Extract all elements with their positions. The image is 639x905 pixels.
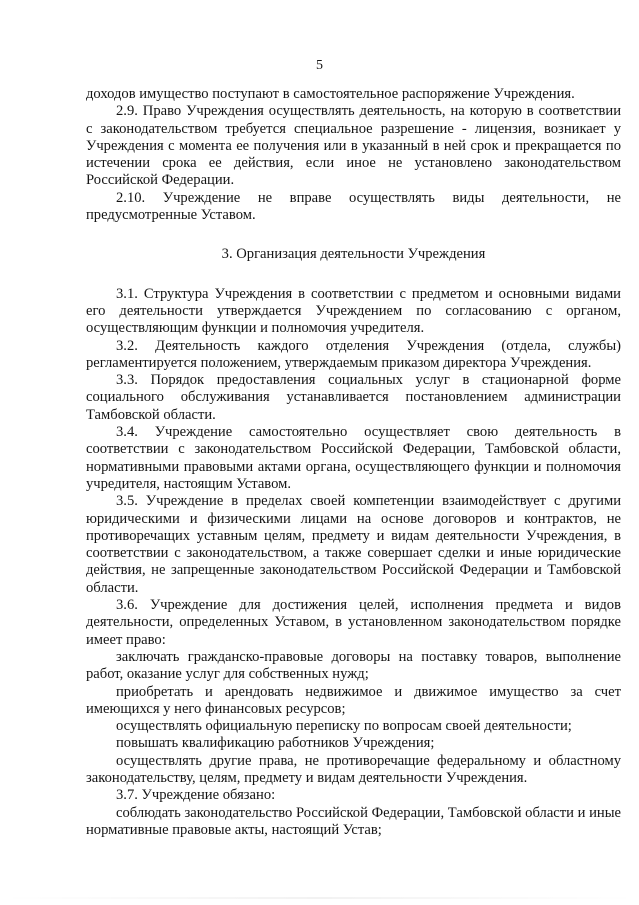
- list-item-comply-law: соблюдать законодательство Российской Федерации, Тамбовской области и иные нормативные правовые акты, настоящий Устав;: [86, 804, 621, 838]
- list-item-qualification: повышать квалификацию работников Учреждения;: [116, 735, 435, 752]
- paragraph-3-5: 3.5. Учреждение в пределах своей компетенции взаимодействует с другими юридическими и физическими лицами на основе договоров и контрактов, не противоречащих уставным целям, предмету и видам деятельности Учреждения, в соответствии с законодательством, а также совершает сделки и иные юридические действия, не запрещенные законодательством Российской Федерации и Тамбовской области.: [86, 493, 621, 596]
- paragraph-3-7: 3.7. Учреждение обязано:: [116, 787, 276, 804]
- section-heading: 3. Организация деятельности Учреждения: [221, 246, 486, 263]
- scan-edge-shadow: [0, 897, 639, 899]
- list-item-correspondence: осуществлять официальную переписку по вопросам своей деятельности;: [116, 718, 572, 735]
- paragraph-3-1: 3.1. Структура Учреждения в соответствии с предметом и основными видами его деятельности утверждается Учреждением по согласованию с органом, осуществляющим функции и полномочия учредителя.: [86, 285, 621, 337]
- paragraph-3-3: 3.3. Порядок предоставления социальных услуг в стационарной форме социального обслуживания устанавливается постановлением администрации Тамбовской области.: [86, 372, 621, 423]
- list-item-other-rights: осуществлять другие права, не противоречащие федеральному и областному законодательству, целям, предмету и видам деятельности Учреждения.: [86, 752, 621, 786]
- paragraph-3-2: 3.2. Деятельность каждого отделения Учреждения (отдела, службы) регламентируется положением, утверждаемым приказом директора Учреждения.: [86, 337, 621, 371]
- paragraph-3-4: 3.4. Учреждение самостоятельно осуществляет свою деятельность в соответствии с законодательством Российской Федерации, Тамбовской области, нормативными правовыми актами органа, осуществляющего функции и полномочия учредителя, настоящим Уставом.: [86, 424, 621, 492]
- list-item-property: приобретать и арендовать недвижимое и движимое имущество за счет имеющихся у него финансовых ресурсов;: [86, 683, 621, 717]
- page-number: 5: [316, 58, 323, 73]
- document-body: [86, 86, 621, 839]
- list-item-contracts: заключать гражданско-правовые договоры на поставку товаров, выполнение работ, оказание услуг для собственных нужд;: [86, 648, 621, 683]
- paragraph-3-6: 3.6. Учреждение для достижения целей, исполнения предмета и видов деятельности, определенных Уставом, в установленном законодательством порядке имеет право:: [86, 597, 621, 648]
- paragraph-2-9: 2.9. Право Учреждения осуществлять деятельность, на которую в соответствии с законодательством требуется специальное разрешение - лицензия, возникает у Учреждения с момента ее получения или в указанный в ней срок и прекращается по истечении срока ее действия, если иное не установлено законодательством Российской Федерации.: [86, 103, 621, 189]
- paragraph-2-10: 2.10. Учреждение не вправе осуществлять виды деятельности, не предусмотренные Уставом.: [86, 189, 621, 224]
- paragraph-continued: доходов имущество поступают в самостоятельное распоряжение Учреждения.: [86, 86, 575, 102]
